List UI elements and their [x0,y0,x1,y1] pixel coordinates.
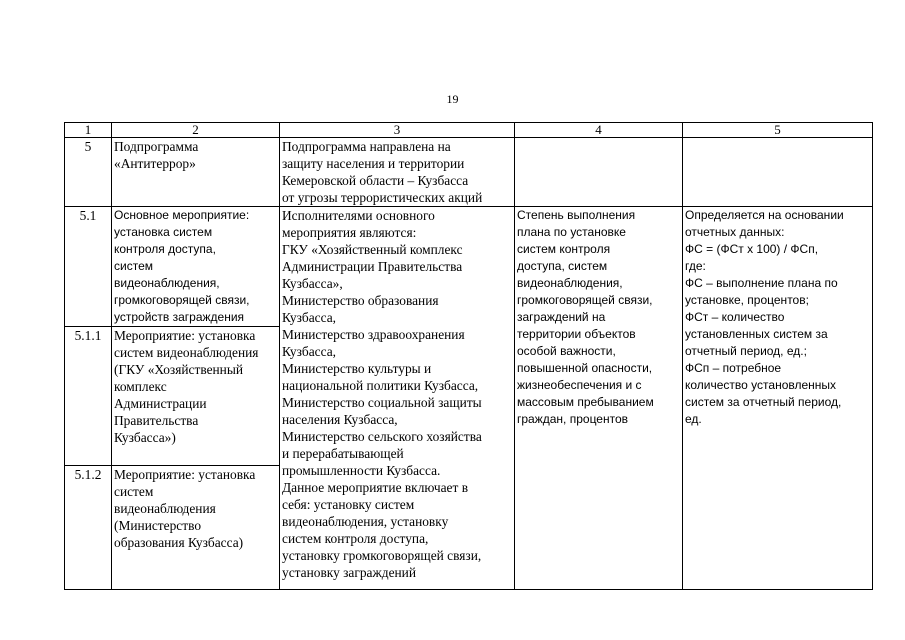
row-name: Подпрограмма «Антитеррор» [112,138,280,207]
table-header-row [65,123,873,138]
row-number: 5.1.2 [65,466,112,590]
program-table [64,122,873,590]
row-number: 5.1.1 [65,327,112,466]
row-number: 5 [65,138,112,207]
table-row [65,207,873,327]
row-number: 5.1 [65,207,112,327]
row-name: Основное мероприятие: установка систем контроля доступа, систем видеонаблюдения, громкоговорящей связи, устройств заграждения [112,207,280,327]
shared-description: Исполнителями основного мероприятия являются: ГКУ «Хозяйственный комплекс Администрации Правительства Кузбасса», Министерство образования Кузбасса, Министерство здравоохранения Кузбасса, Министерство культуры и национальной политики Кузбасса, Министерство социальной защиты населения Кузбасса, Министерство сельского хозяйства и перерабатывающей промышленности Кузбасса. Данное мероприятие включает в себя: установку систем видеонаблюдения, установку систем контроля доступа, установку громкоговорящей связи, установку заграждений [280,207,515,590]
header-cell-1: 1 [65,123,112,138]
shared-method: Определяется на основании отчетных данных: ФС = (ФСт х 100) / ФСп, где: ФС – выполнение плана по установке, процентов; ФСт – количество установленных систем за отчетный период, ед.; ФСп – потребное количество установленных систем за отчетный период, ед. [683,207,873,590]
row-indicator [515,138,683,207]
header-cell-2: 2 [112,123,280,138]
row-method [683,138,873,207]
page-number: 19 [446,92,459,106]
row-name: Мероприятие: установка систем видеонаблюдения (Министерство образования Кузбасса) [112,466,280,590]
header-cell-3: 3 [280,123,515,138]
header-cell-4: 4 [515,123,683,138]
header-cell-5: 5 [683,123,873,138]
shared-indicator: Степень выполнения плана по установке систем контроля доступа, систем видеонаблюдения, громкоговорящей связи, заграждений на территории объектов особой важности, повышенной опасности, жизнеобеспечения и с массовым пребыванием граждан, процентов [515,207,683,590]
table-row [65,138,873,207]
row-description: Подпрограмма направлена на защиту населения и территории Кемеровской области – Кузбасса от угрозы террористических акций [280,138,515,207]
row-name: Мероприятие: установка систем видеонаблюдения (ГКУ «Хозяйственный комплекс Администрации Правительства Кузбасса») [112,327,280,466]
